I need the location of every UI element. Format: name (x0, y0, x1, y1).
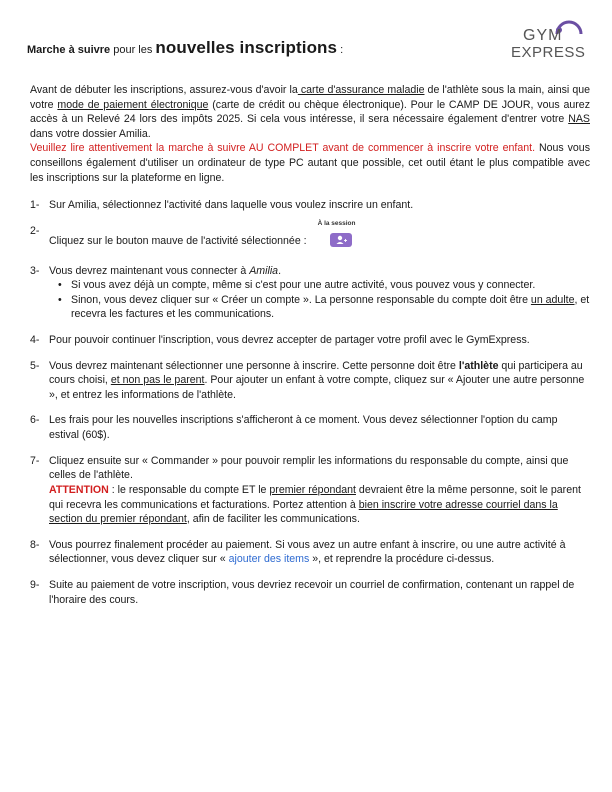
step-3: 3- Vous devrez maintenant vous connecter à Amilia. • Si vous avez déjà un compte, même si c'est pour une autre activité, vous pouvez vous y connecter. • Sinon, vous devez cliquer sur « Créer un compte ». La personne responsable du compte doit être un adulte, et recevra les factures et les communications. (30, 264, 590, 321)
attention-label: ATTENTION (49, 483, 109, 496)
step-9: 9- Suite au paiement de votre inscription, vous devriez recevoir un courriel de confirmation, contenant un rappel de l'horaire des cours. (30, 578, 575, 606)
bullet-item: • Sinon, vous devez cliquer sur « Créer un compte ». La personne responsable du compte doit être un adulte, et recevra les factures et les communications. (58, 293, 590, 321)
step-4: 4- Pour pouvoir continuer l'inscription, vous devrez accepter de partager votre profil avec le GymExpress. (30, 334, 530, 347)
session-button (330, 233, 352, 247)
title-colon: : (337, 44, 344, 56)
logo-line1: GYM (523, 27, 563, 44)
intro-paragraph-1: Avant de débuter les inscriptions, assurez-vous d'avoir la carte d'assurance maladie de l'athlète sous la main, ainsi que votre mode de paiement électronique (carte de crédit ou chèque électronique). Pour le CAMP DE JOUR, vous aurez accès à un Relevé 24 lors des impôts 2025. Si cela vous intéresse, il sera nécessaire également d'entrer votre NAS dans votre dossier Amilia. (30, 84, 590, 140)
person-add-icon (330, 233, 352, 247)
bullet-item: • Si vous avez déjà un compte, même si c'est pour une autre activité, vous pouvez vous y connecter. (58, 279, 536, 292)
warning-text: Veuillez lire attentivement la marche à suivre AU COMPLET avant de commencer à inscrire votre enfant. (30, 142, 536, 155)
step-5: 5- Vous devrez maintenant sélectionner une personne à inscrire. Cette personne doit être l'athlète qui participera au cours choisi, et non pas le parent. Pour ajouter un enfant à votre compte, cliquez sur « Ajouter une autre personne », et entrez les informations de l'athlète. (30, 359, 585, 401)
page-title (27, 36, 467, 59)
step-6: 6- Les frais pour les nouvelles inscriptions s'afficheront à ce moment. Vous devez sélectionner l'option du camp estival (60$). (30, 414, 558, 442)
intro-section (30, 83, 590, 185)
title-prefix: Marche à suivre (27, 44, 111, 56)
session-button-illustration (316, 220, 364, 254)
session-button-label: À la session (317, 219, 356, 227)
step-2: 2- Cliquez sur le bouton mauve de l'activité sélectionnée : À la session (30, 224, 590, 258)
add-items-link[interactable]: ajouter des items (228, 553, 310, 566)
logo-line2: EXPRESS (511, 44, 586, 61)
step-7: 7- Cliquez ensuite sur « Commander » pour pouvoir remplir les informations du responsable du compte, ainsi que celles de l'athlète. ATTENTION : le responsable du compte ET le premier répondant devraient être la même personne, soit le parent qui recevra les communications et facturations. Portez attention à bien inscrire votre adresse courriel dans la section du premier répondant, afin de faciliter les communications. (30, 454, 581, 526)
gymexpress-logo (509, 20, 589, 64)
intro-paragraph-2: Veuillez lire attentivement la marche à suivre AU COMPLET avant de commencer à inscrire votre enfant. Nous vous conseillons également d'utiliser un ordinateur de type PC autant que possible, cet outil étant le plus compatible avec les inscriptions sur la plateforme en ligne. (30, 142, 590, 184)
step-8: 8- Vous pourrez finalement procéder au paiement. Si vous avez un autre enfant à inscrire, ou une autre activité à sélectionner, vous devez cliquer sur « ajouter des items », et reprendre la procédure ci-dessus. (30, 538, 566, 566)
title-main: nouvelles inscriptions (155, 38, 338, 57)
step-1: 1- Sur Amilia, sélectionnez l'activité dans laquelle vous voulez inscrire un enfant. (30, 199, 414, 211)
steps-list (30, 198, 590, 618)
step-3-bullets (49, 278, 590, 322)
title-mid: pour les (110, 44, 156, 56)
